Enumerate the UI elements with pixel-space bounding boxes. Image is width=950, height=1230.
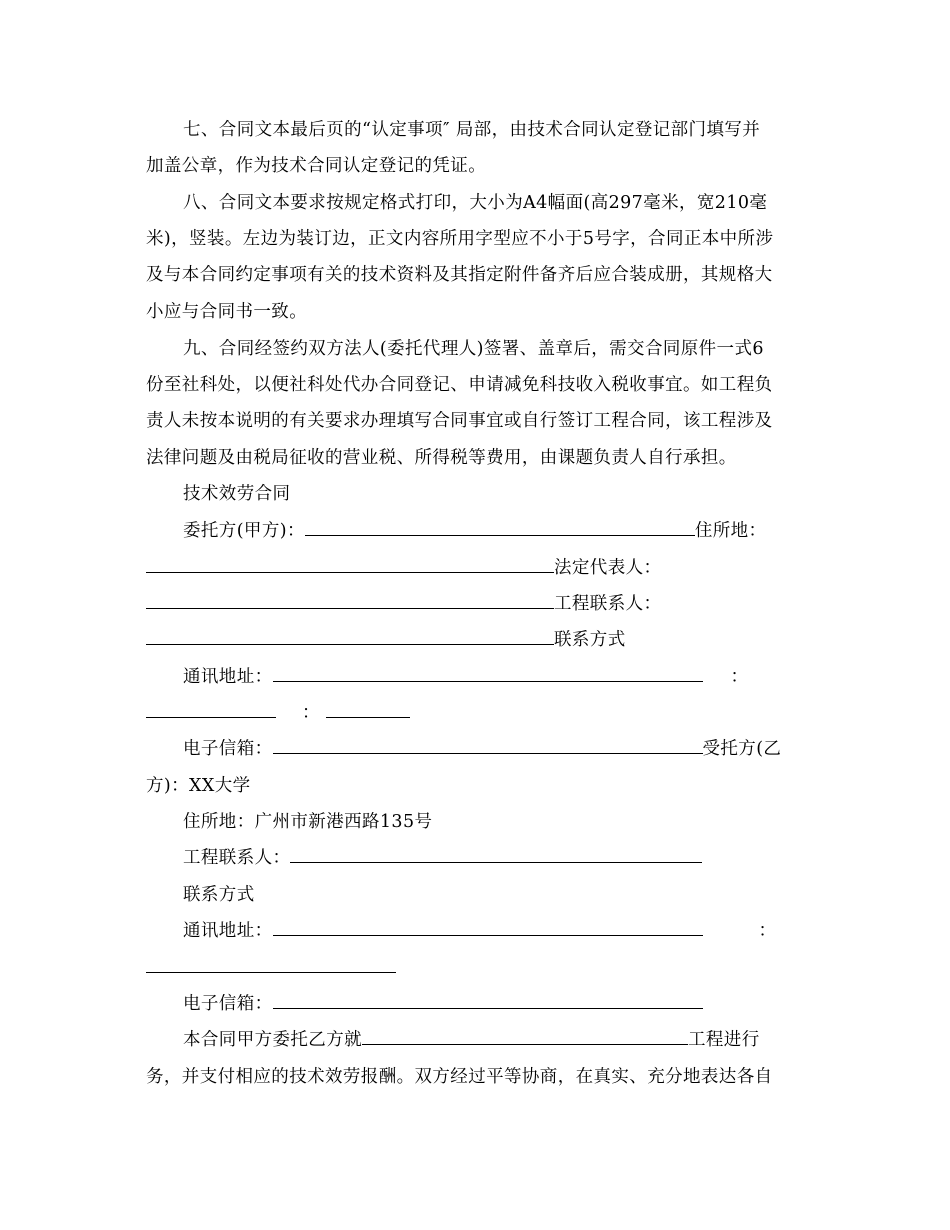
paragraph-9-line-2: 份至社科处，以便社科处代办合同登记、申请减免科技收入税收事宜。如工程负 [146,375,773,395]
legal-rep-field[interactable] [146,588,554,609]
mail-address-label: 通讯地址： [183,667,273,687]
trustee-label: 受托方(乙 [702,739,782,759]
project-name-field[interactable] [362,1024,688,1045]
client-label: 委托方(甲方)： [183,521,305,541]
project-contact-field[interactable] [146,624,554,645]
trustee-project-contact-label: 工程联系人： [183,848,291,868]
trustee-email-row [183,988,703,1020]
trustee-mail-address-field[interactable] [273,915,703,936]
trustee-mail-address-label: 通讯地址： [183,921,273,941]
colon: ： [302,703,320,723]
postcode-field[interactable] [146,697,276,718]
client-name-field[interactable] [305,515,695,536]
project-contact-row [146,588,661,620]
legal-rep-row [146,552,661,584]
paragraph-8-line-2: 米)，竖装。左边为装订边，正文内容所用字型应不小于5号字，合同正本中所涉 [146,229,774,249]
trustee-name: 方)：XX大学 [146,776,251,796]
colon: ： [758,921,777,941]
trustee-email-label: 电子信箱： [183,994,273,1014]
body-line-1-start: 本合同甲方委托乙方就 [183,1030,362,1050]
email-label: 电子信箱： [183,739,273,759]
trustee-postcode-field[interactable] [146,952,396,973]
trustee-extra-row [146,952,396,984]
paragraph-8-line-1: 八、合同文本要求按规定格式打印，大小为A4幅面(高297毫米，宽210毫 [183,193,768,213]
colon: ： [730,667,749,687]
trustee-email-field[interactable] [273,988,703,1009]
client-address-field[interactable] [146,552,554,573]
paragraph-9-line-4: 法律问题及由税局征收的营业税、所得税等费用，由课题负责人自行承担。 [146,448,737,468]
legal-rep-label: 法定代表人： [554,558,662,578]
mail-address-row [183,661,748,693]
body-line-1-end: 工程进行 [688,1030,760,1050]
client-row [183,515,767,547]
paragraph-9-line-1: 九、合同经签约双方法人(委托代理人)签署、盖章后，需交合同原件一式6 [183,339,764,359]
paragraph-9-line-3: 责人未按本说明的有关要求办理填写合同事宜或自行签订工程合同，该工程涉及 [146,411,773,431]
paragraph-8-line-3: 及与本合同约定事项有关的技术资料及其指定附件备齐后应合装成册，其规格大 [146,265,773,285]
trustee-project-contact-field[interactable] [290,842,702,863]
paragraph-7-line-1: 七、合同文本最后页的“认定事项″ 局部，由技术合同认定登记部门填写并 [183,120,761,140]
trustee-address: 住所地：广州市新港西路135号 [183,812,433,832]
mail-address-field[interactable] [273,661,703,682]
body-line-1 [183,1024,760,1056]
contact-method-label: 联系方式 [554,630,626,650]
trustee-contact-method-label: 联系方式 [183,885,255,905]
contract-title: 技术效劳合同 [183,484,291,504]
body-line-2: 务，并支付相应的技术效劳报酬。双方经过平等协商，在真实、充分地表达各自 [146,1067,773,1087]
contact-method-row [146,624,626,656]
paragraph-8-line-4: 小应与合同书一致。 [146,302,308,322]
email-row [183,733,781,765]
fax-field[interactable] [326,697,410,718]
project-contact-label: 工程联系人： [554,594,662,614]
email-field[interactable] [273,733,703,754]
trustee-mail-address-row [183,915,776,947]
paragraph-7-line-2: 加盖公章，作为技术合同认定登记的凭证。 [146,156,487,176]
client-address-label: 住所地： [694,521,767,541]
extra-fields-row [146,697,410,729]
trustee-project-contact-row [183,842,702,874]
